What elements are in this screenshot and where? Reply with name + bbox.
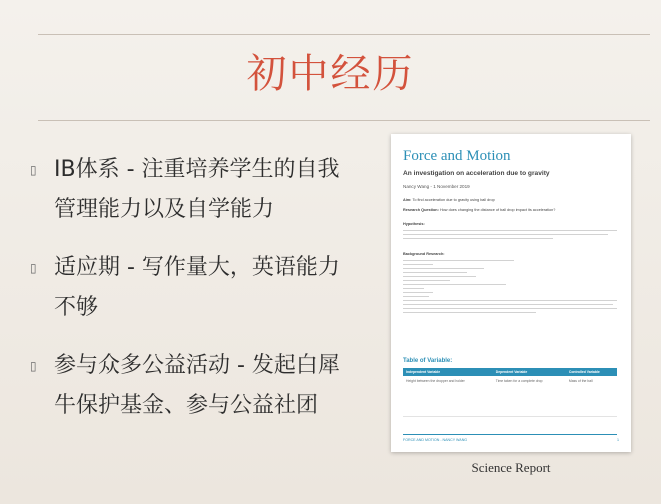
footer-divider (403, 434, 617, 435)
table-header: Independent Variable (403, 368, 493, 376)
background-label: Background Research: (403, 252, 445, 256)
top-divider (38, 34, 650, 35)
report-author: Nancy Wang - 1 November 2019 (403, 184, 470, 189)
bullet-item (30, 150, 360, 230)
question-label: Research Question: (403, 208, 439, 212)
table-header: Controlled Variable (566, 368, 617, 376)
bullet-text: 适应期 - 写作量大，英语能力不够 (54, 255, 340, 320)
report-aim (403, 198, 617, 203)
background-heading (403, 252, 617, 257)
variables-table (403, 368, 617, 417)
bullet-icon: ▯ (30, 163, 37, 177)
image-caption: Science Report (471, 460, 551, 475)
hypothesis-heading (403, 222, 617, 227)
bullet-icon: ▯ (30, 359, 37, 373)
report-subtitle: An investigation on acceleration due to gravity (403, 170, 550, 177)
bullet-item (30, 248, 360, 328)
hypothesis-label: Hypothesis: (403, 222, 425, 226)
table-cell: Height between the dropper and holder (403, 376, 493, 417)
hypothesis-body (403, 230, 617, 242)
question-text: How does changing the distance of ball drop impact its acceleration? (439, 208, 556, 212)
bullet-text: IB体系 - 注重培养学生的自我管理能力以及自学能力 (54, 157, 340, 222)
bullet-list (30, 150, 360, 444)
table-header: Dependent Variable (493, 368, 566, 376)
background-body (403, 260, 617, 316)
aim-text: To find acceleration due to gravity using ball drop (412, 198, 495, 202)
bottom-divider (38, 120, 650, 121)
table-title: Table of Variable: (403, 358, 453, 364)
table-header-row (403, 368, 617, 376)
report-page-number: 1 (617, 438, 619, 442)
slide-title: 初中经历 (246, 51, 415, 97)
science-report-image (391, 134, 631, 452)
bullet-text: 参与众多公益活动 - 发起白犀牛保护基金、参与公益社团 (54, 353, 340, 418)
bullet-icon: ▯ (30, 261, 37, 275)
report-question (403, 208, 617, 213)
table-cell: Mass of the ball (566, 376, 617, 417)
report-title: Force and Motion (403, 148, 511, 164)
aim-label: Aim: (403, 198, 412, 202)
bullet-item (30, 346, 360, 426)
table-row (403, 376, 617, 417)
table-cell: Time taken for a complete drop (493, 376, 566, 417)
report-footer: FORCE AND MOTION - NANCY WANG (403, 438, 468, 442)
